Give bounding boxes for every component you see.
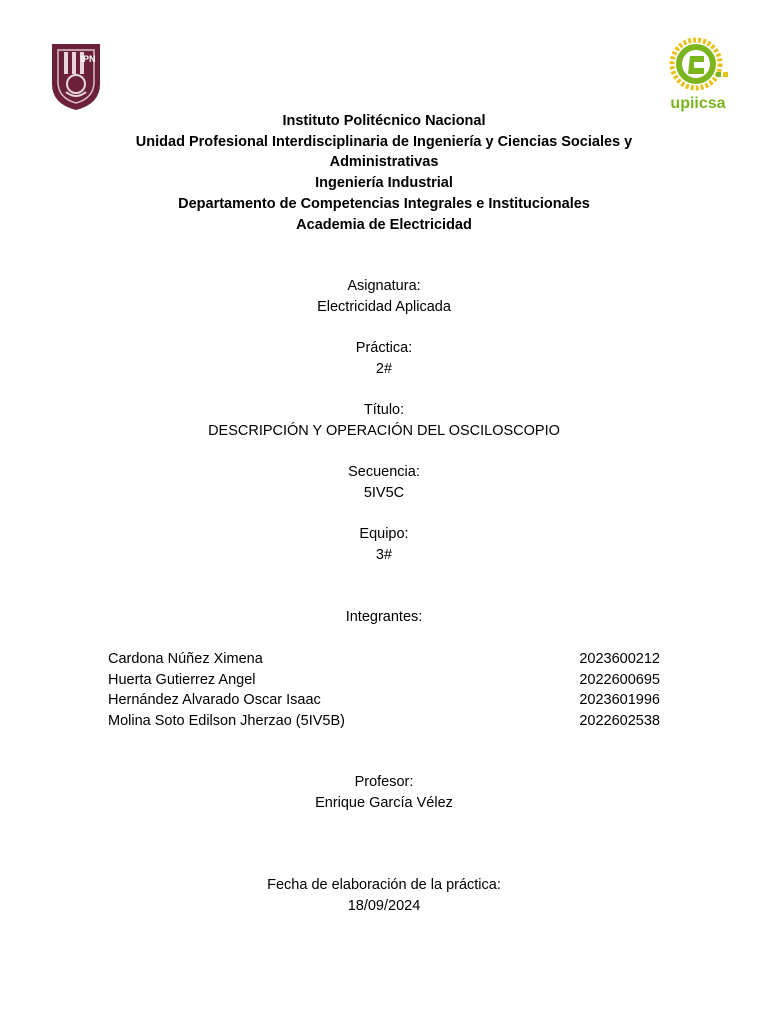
ipn-logo-text: IPN [80, 54, 96, 64]
fecha-label: Fecha de elaboración de la práctica: [267, 877, 501, 893]
ipn-logo-icon [46, 40, 106, 112]
profesor-label: Profesor: [354, 774, 414, 790]
practica-block [40, 338, 728, 380]
titulo-block [40, 400, 728, 442]
practica-label: Práctica: [355, 340, 413, 356]
header-line-unit: Unidad Profesional Interdisciplinaria de Ingeniería y Ciencias Sociales y [135, 133, 633, 150]
asignatura-value: Electricidad Aplicada [317, 299, 451, 315]
asignatura-block [40, 276, 728, 318]
member-name: Hernández Alvarado Oscar Isaac [108, 692, 321, 709]
equipo-label: Equipo: [359, 526, 409, 542]
member-id: 2023600212 [579, 651, 660, 667]
fecha-value: 18/09/2024 [347, 898, 421, 914]
member-name: Huerta Gutierrez Angel [108, 671, 256, 688]
member-id: 2023601996 [579, 692, 660, 709]
upiicsa-logo-icon [658, 32, 740, 114]
member-id: 2022602538 [579, 712, 660, 729]
asignatura-label: Asignatura: [347, 278, 421, 294]
institution-header [40, 111, 728, 235]
profesor-value: Enrique García Vélez [315, 795, 453, 811]
header-line-academy: Academia de Electricidad [296, 216, 472, 233]
profesor-block [40, 772, 728, 814]
titulo-value: DESCRIPCIÓN Y OPERACIÓN DEL OSCILOSCOPIO [208, 423, 560, 439]
list-item [108, 649, 660, 670]
header-line-department: Departamento de Competencias Integrales e Institucionales [178, 195, 590, 212]
header-line-unit-cont: Administrativas [329, 154, 439, 171]
header-line-institute: Instituto Politécnico Nacional [282, 113, 486, 129]
member-name: Cardona Núñez Ximena [108, 651, 263, 667]
integrantes-block [40, 607, 728, 628]
upiicsa-logo-text: upiicsa [670, 95, 726, 112]
titulo-label: Título: [363, 402, 405, 418]
fecha-block [40, 875, 728, 917]
secuencia-label: Secuencia: [348, 464, 420, 480]
members-list [108, 649, 660, 731]
list-item [108, 670, 660, 691]
list-item [108, 711, 660, 732]
header-line-career: Ingeniería Industrial [315, 175, 453, 192]
member-name: Molina Soto Edilson Jherzao (5IV5B) [108, 712, 345, 729]
secuencia-block [40, 462, 728, 504]
integrantes-label: Integrantes: [345, 609, 423, 625]
member-id: 2022600695 [579, 671, 660, 688]
equipo-value: 3# [375, 547, 393, 563]
equipo-block [40, 524, 728, 566]
secuencia-value: 5IV5C [363, 485, 405, 501]
list-item [108, 690, 660, 711]
practica-value: 2# [375, 361, 393, 377]
